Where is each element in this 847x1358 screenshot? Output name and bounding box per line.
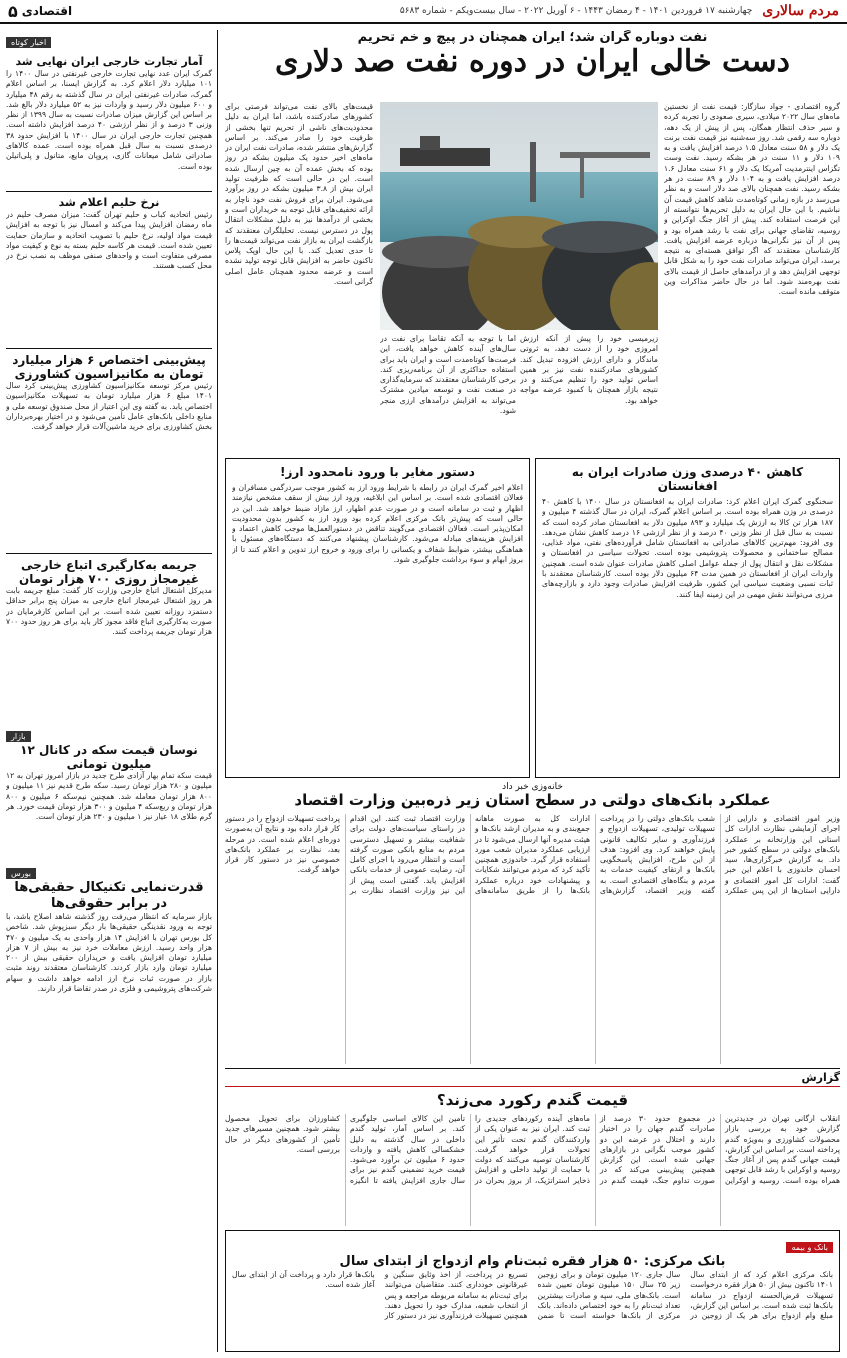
sidebar-tag-bourse: بورس	[6, 868, 36, 879]
sidebar-article	[6, 55, 212, 187]
divider	[6, 348, 212, 349]
section-label: اقتصادی	[21, 4, 73, 18]
orders-box	[225, 458, 530, 778]
article-body: رئیس مرکز توسعه مکانیزاسیون کشاورزی پیش‌بینی کرد سال ۱۴۰۱ مبلغ ۶ هزار میلیارد تومان به تسهیلات مکانیزاسیون اختصاص یابد. به گفته وی این اعتبار از محل صندوق توسعه ملی و منابع داخلی بانک‌های عامل تأمین می‌شود و در اختیار بهره‌برداران بخش کشاورزی برای خرید ماشین‌آلات قرار خواهد گرفت.	[6, 381, 212, 432]
article-body: سخنگوی گمرک ایران اعلام کرد: صادرات ایران به افغانستان در سال ۱۴۰۰ با کاهش ۴۰ درصدی در وزن همراه بوده است. بر اساس اعلام گمرک، ایران در سال گذشته ۴ میلیون و ۱۸۷ هزار تن کالا به ارزش یک میلیارد و ۸۹۳ میلیون دلار به افغانستان صادر کرده است که نسبت به سال قبل از نظر وزنی ۴۰ درصد و از نظر ارزشی ۱۶ درصد کاهش نشان می‌دهد. وی افزود: مهم‌ترین کالاهای صادراتی به افغانستان شامل فرآورده‌های نفتی، مواد غذایی، مصالح ساختمانی و محصولات پتروشیمی بوده است. تحولات سیاسی در افغانستان و مشکلات نقل و انتقال پول از جمله عوامل اصلی کاهش صادرات عنوان شده است. همچنین واردات ایران از افغانستان در همین مدت ۶۴ میلیون دلار بوده است. کارشناسان معتقدند با ثبات نسبی وضعیت سیاسی این کشور، ظرفیت افزایش صادرات وجود دارد و بازارچه‌های مرزی می‌توانند نقش مهمی در این زمینه ایفا کنند.	[542, 497, 833, 599]
article-title: آمار تجارت خارجی ایران نهایی شد	[15, 55, 203, 68]
bank-news-box	[225, 1230, 840, 1352]
bazaar-article	[6, 743, 212, 855]
article-body: مدیرکل اشتغال اتباع خارجی وزارت کار گفت: مبلغ جریمه بابت هر روز اشتغال غیرمجاز اتباع خارجی به میزان پنج برابر حداقل دستمزد روزانه تعیین شده است. بر این اساس کارفرمایان در صورت به‌کارگیری اتباع فاقد مجوز کار باید برای هر روز حدود ۷۰۰ هزار تومان جریمه پرداخت کنند.	[6, 586, 212, 637]
bourse-article	[6, 880, 212, 1242]
article-title: دستور مغایر با ورود نامحدود ارز!	[280, 465, 475, 479]
sidebar-article	[6, 558, 212, 718]
article-body: اعلام اخیر گمرک ایران در رابطه با شرایط ورود ارز به کشور موجب سردرگمی مسافران و فعالان اقتصادی شده است. بر اساس این ابلاغیه، ورود ارز بیش از سقف مشخص نیازمند اظهار و ثبت در سامانه است و در صورت عدم اظهار، ارز مازاد ضبط خواهد شد. این در حالی است که پیش‌تر بانک مرکزی اعلام کرده بود ورود ارز به کشور بدون محدودیت امکان‌پذیر است. فعالان اقتصادی می‌گویند تناقض در دستورالعمل‌ها موجب کاهش اعتماد و افزایش هزینه‌های مبادله می‌شود. کارشناسان پیشنهاد می‌کنند که دستگاه‌های مسئول با هماهنگی بیشتر، ضوابط شفاف و یکسانی را برای ورود و خروج ارز تدوین و اعلام کنند تا از بروز ابهام و سوء برداشت جلوگیری شود.	[232, 483, 523, 565]
report-tag-bar	[225, 1071, 840, 1087]
article-title: قدرت‌نمایی تکنیکال حقیقی‌ها در برابر حقوقی‌ها	[14, 880, 204, 911]
lead-column-under-photo-right: زیرمیسی خود را پیش از آنکه ارزش امروزی خود را از دست دهد، به ثروتی ماندگار و دارای ارزش افزوده تبدیل کند. کشورهای صادرکننده نفت نیز بر همین اساس تولید خود را تنظیم می‌کنند و در نتیجه بازار همچنان با کمبود عرضه مواجه خواهد بود.	[520, 334, 658, 405]
banks-kicker: خانەوزی خبر داد	[502, 782, 563, 792]
lead-kicker: نفت دوباره گران شد؛ ایران همچنان در پیچ و خم تحریم	[357, 30, 708, 45]
article-body: گمرک ایران عدد نهایی تجارت خارجی غیرنفتی در سال ۱۴۰۰ را ۱۰۱ میلیارد دلار اعلام کرد. به گزارش ایسنا، بر اساس اعلام گمرک، صادرات غیرنفتی ایران در سال گذشته به رقم ۴۸ میلیارد و ۶۰۰ میلیون دلار رسید و واردات نیز به ۵۲ میلیارد دلار بالغ شد. بر اساس این گزارش میزان صادرات نسبت به سال ۱۳۹۹ از نظر وزنی ۳ درصد و از نظر ارزشی ۴۰ درصد افزایش داشته است. همچنین تجارت خارجی ایران در سال ۱۴۰۰ با افزایش حدود ۳۸ درصدی نسبت به سال قبل همراه بوده است. عمده کالاهای صادراتی شامل میعانات گازی، پروپان مایع، متانول و پلی‌اتیلن بوده است.	[6, 69, 212, 171]
article-body: رئیس اتحادیه کباب و حلیم تهران گفت: میزان مصرف حلیم در ماه رمضان افزایش پیدا می‌کند و امسال نیز با توجه به افزایش قیمت مواد اولیه، نرخ حلیم با تصویب اتحادیه و سازمان حمایت تعیین شده است. قیمت هر کاسه حلیم بسته به نوع و کیفیت مواد مصرفی متفاوت است و واحدهای صنفی موظف به نصب نرخ در محل کسب هستند.	[6, 210, 212, 271]
dateline: چهارشنبه ۱۷ فروردین ۱۴۰۱ - ۴ رمضان ۱۴۴۳ - ۶ آوریل ۲۰۲۲ - سال بیست‌ویکم - شماره ۵۶۸۳	[399, 6, 753, 16]
bank-news-headline: بانک مرکزی: ۵۰ هزار فقره ثبت‌نام وام ازدواج از ابتدای سال	[339, 1254, 726, 1269]
article-body: بازار سرمایه که انتظار می‌رفت روز گذشته شاهد اصلاح باشد، با توجه به ورود نقدینگی حقیقی‌ها بار دیگر سبزپوش شد. شاخص کل بورس تهران با افزایش ۱۴ هزار واحدی به یک میلیون و ۴۷۰ هزار واحد رسید. ارزش معاملات خرد نیز به بیش از ۷ هزار میلیارد تومان افزایش یافت و خریداران حقیقی بیش از ۲۰۰ میلیارد تومان وارد بازار کردند. کارشناسان معتقدند روند مثبت بازار در صورت ثبات نرخ ارز ادامه خواهد داشت و سهام شرکت‌های پتروشیمی و فلزی در صدر تقاضا قرار دارند.	[6, 912, 212, 994]
banks-header	[225, 782, 840, 810]
sidebar-tag-bazaar: بازار	[6, 731, 31, 742]
article-title: کاهش ۴۰ درصدی وزن صادرات ایران به افغانستان	[571, 465, 804, 493]
lead-headline: دست خالی ایران در دوره نفت صد دلاری	[274, 44, 791, 79]
bank-news-tag: بانک و بیمه	[786, 1242, 833, 1253]
bank-news-body: بانک مرکزی اعلام کرد که از ابتدای سال ۱۴۰۱ تاکنون بیش از ۵۰ هزار فقره درخواست تسهیلات قرض‌الحسنه ازدواج در سامانه بانک‌ها ثبت شده است. بر اساس این گزارش، مبلغ وام ازدواج برای هر یک از زوجین در سال جاری ۱۲۰ میلیون تومان و برای زوجین زیر ۲۵ سال ۱۵۰ میلیون تومان تعیین شده است. بانک‌های ملی، سپه و صادرات بیشترین تعداد ثبت‌نام را به خود اختصاص داده‌اند. بانک مرکزی از بانک‌ها خواسته است تا ضمن تسریع در پرداخت، از اخذ وثایق سنگین و غیرقانونی خودداری کنند. متقاضیان می‌توانند برای ثبت‌نام به سامانه مربوطه مراجعه و پس از انتخاب شعبه، مدارک خود را تحویل دهند. همچنین تسهیلات فرزندآوری نیز در دستور کار بانک‌ها قرار دارد و پرداخت آن از ابتدای سال آغاز شده است.	[232, 1270, 833, 1321]
page-number: ۵	[8, 1, 18, 21]
lead-column-right: گروه اقتصادی - جواد سازگار: قیمت نفت از نخستین ماه‌های سال ۲۰۲۲ میلادی، سیری صعودی را تجربه کرده و سیر حذف انتظار همگان، پس از پیش از یک دهه، دوباره سه رقمی شد. روز سه‌شنبه نیز قیمت نفت برنت یک دلار و ۵۸ سنت معادل ۱.۵ درصد افزایش یافت و به ۱۰۹ دلار و ۱۱ سنت در هر بشکه رسید. نفت وست تگزاس اینترمدیت آمریکا یک دلار و ۶۱ سنت معادل ۱.۶ درصد افزایش یافت و به ۱۰۴ دلار و ۸۹ سنت در هر بشکه رسید. نفت همچنان بالای صد دلار است و به نظر می‌رسد در بازه زمانی کوتاه‌مدت شاهد کاهش قیمت آن نباشیم. با این حال ایران به دلیل تحریم‌ها نتوانسته از این فرصت استفاده کند. پیش از آغاز جنگ اوکراین و روسیه، تقاضای جهانی برای نفت با رشد همراه بود و پس از آن نیز نگرانی‌ها درباره عرضه افزایش یافت. کارشناسان معتقدند که اگر توافق هسته‌ای به نتیجه برسد، ایران می‌تواند صادرات نفت خود را به شکل قابل توجهی افزایش دهد و از درآمدهای حاصل از قیمت بالای نفت بهره‌مند شود. اما در حال حاضر مذاکرات وین متوقف مانده است.	[664, 102, 840, 297]
report-headline: قیمت گندم رکورد می‌زند؟	[436, 1092, 629, 1109]
masthead	[0, 0, 847, 24]
sidebar	[6, 30, 212, 1352]
section-header	[8, 2, 72, 21]
article-title: جریمه به‌کارگیری اتباع خارجی غیرمجاز روزی ۷۰۰ هزار تومان	[18, 558, 200, 586]
sidebar-article	[6, 353, 212, 549]
newspaper-logo: مردم سالاری	[762, 3, 839, 19]
banks-headline: عملکرد بانک‌های دولتی در سطح استان زیر ذره‌بین وزارت اقتصاد	[294, 791, 771, 809]
sidebar-tag-briefs: اخبار کوتاه	[6, 37, 51, 48]
lead-column-middle: قیمت‌های بالای نفت می‌تواند فرصتی برای کشورهای صادرکننده باشد، اما ایران به دلیل محدودیت‌های ناشی از تحریم تنها بخشی از ظرفیت خود را صادر می‌کند. بر اساس گزارش‌های منتشر شده، صادرات نفت ایران در ماه‌های اخیر حدود یک میلیون بشکه در روز بوده که بخش عمده آن به چین ارسال شده است. این در حالی است که ظرفیت تولید ایران بیش از ۳.۸ میلیون بشکه در روز برآورد می‌شود. ایران برای فروش نفت خود ناچار به ارائه تخفیف‌های قابل توجه به خریداران است و بخشی از درآمدها نیز به دلیل مشکلات انتقال پول در دسترس نیست. تحلیلگران معتقدند که بازگشت ایران به بازار نفت می‌تواند قیمت‌ها را تا حدی تعدیل کند. با این حال اوپک پلاس تاکنون حاضر به افزایش قابل توجه تولید نشده است و عرضه محدود همچنان عامل اصلی گرانی است.	[225, 102, 373, 287]
divider	[6, 191, 212, 192]
lead-photo	[380, 102, 658, 330]
report-tag: گزارش	[801, 1071, 840, 1084]
article-title: نرخ حلیم اعلام شد	[58, 196, 160, 209]
oil-barrels-photo	[380, 102, 658, 330]
divider	[225, 1068, 840, 1069]
article-title: پیش‌بینی اختصاص ۶ هزار میلیارد تومان به مکانیزاسیون کشاورزی	[12, 353, 206, 381]
article-title: نوسان قیمت سکه در کانال ۱۲ میلیون تومانی	[20, 743, 198, 771]
article-body: قیمت سکه تمام بهار آزادی طرح جدید در بازار امروز تهران به ۱۲ میلیون و ۲۸۰ هزار تومان رسید. سکه طرح قدیم نیز ۱۱ میلیون و ۸۰۰ هزار تومان معامله شد. همچنین نیم‌سکه ۶ میلیون و ۸۰۰ هزار تومان و ربع‌سکه ۴ میلیون و ۳۰۰ هزار تومان قیمت خورد. هر گرم طلای ۱۸ عیار نیز ۱ میلیون و ۲۳۰ هزار تومان است.	[6, 771, 212, 822]
banks-body: وزیر امور اقتصادی و دارایی از اجرای آزمایشی نظارت ادارات کل استانی این وزارتخانه بر عملکرد بانک‌های دولتی در سطح کشور خبر داد. به گزارش خبرگزاری‌ها، سید احسان خاندوزی با اعلام این خبر گفت: ادارات کل امور اقتصادی و دارایی استان‌ها از این پس عملکرد شعب بانک‌های دولتی را در پرداخت تسهیلات تولیدی، تسهیلات ازدواج و فرزندآوری و سایر تکالیف قانونی پایش خواهند کرد. وی افزود: هدف از این طرح، افزایش پاسخگویی بانک‌ها و ارتقای کیفیت خدمات به مردم و بنگاه‌های اقتصادی است. به گفته وزیر اقتصاد، گزارش‌های ادارات کل به صورت ماهانه جمع‌بندی و به مدیران ارشد بانک‌ها و هیئت مدیره آنها ارسال می‌شود تا در ارزیابی عملکرد مدیران شعب مورد استفاده قرار گیرد. خاندوزی همچنین تأکید کرد که مردم می‌توانند شکایات و پیشنهادات خود درباره عملکرد بانک‌ها را از طریق سامانه‌های وزارت اقتصاد ثبت کنند. این اقدام در راستای سیاست‌های دولت برای شفافیت بیشتر و تسهیل دسترسی مردم به منابع بانکی صورت گرفته است و انتظار می‌رود با اجرای کامل آن، رضایت عمومی از خدمات بانکی افزایش یابد. گفتنی است پیش از این نیز وزارت اقتصاد نظارت بر پرداخت تسهیلات ازدواج را در دستور کار قرار داده بود و نتایج آن به‌صورت دوره‌ای اعلام شده است. در مرحله بعد، نظارت بر عملکرد بانک‌های خصوصی نیز در دستور کار قرار خواهد گرفت.	[225, 814, 840, 896]
exports-box	[535, 458, 840, 778]
column-divider	[217, 30, 218, 1352]
divider	[6, 553, 212, 554]
report-body: انقلاب ارگانی تهران در جدیدترین گزارش خود به بررسی بازار محصولات کشاورزی و به‌ویژه گندم پرداخته است. بر اساس این گزارش، قیمت جهانی گندم پس از آغاز جنگ روسیه و اوکراین با رشد قابل توجهی همراه بوده است. روسیه و اوکراین در مجموع حدود ۳۰ درصد از صادرات گندم جهان را در اختیار دارند و اختلال در عرضه این دو کشور موجب نگرانی در بازارهای جهانی شده است. این گزارش همچنین پیش‌بینی می‌کند که در صورت تداوم جنگ، قیمت گندم در ماه‌های آینده رکوردهای جدیدی را ثبت کند. ایران نیز به عنوان یکی از واردکنندگان گندم تحت تأثیر این تحولات قرار خواهد گرفت. کارشناسان توصیه می‌کنند که دولت با حمایت از تولید داخلی و افزایش ذخایر استراتژیک، از بروز بحران در تأمین این کالای اساسی جلوگیری کند. بر اساس آمار، تولید گندم داخلی در سال گذشته به دلیل خشکسالی کاهش یافته و واردات حدود ۶ میلیون تن برآورد می‌شود. قیمت خرید تضمینی گندم نیز برای سال جاری افزایش یافته تا انگیزه کشاورزان برای تحویل محصول بیشتر شود. همچنین مسیرهای جدید تأمین از کشورهای دیگر در حال بررسی است.	[225, 1114, 840, 1185]
lead-header	[225, 30, 840, 100]
sidebar-article	[6, 196, 212, 344]
lead-column-under-photo-left: اما با توجه به آنکه تقاضا برای نفت در سال‌های آینده کاهش خواهد یافت، این فرصت‌ها کوتاه‌مدت است و ایران باید برای استفاده حداکثری از آن برنامه‌ریزی کند. برخی کارشناسان معتقدند که سرمایه‌گذاری در صنعت نفت و توسعه میادین مشترک می‌تواند به افزایش درآمدهای ارزی منجر شود.	[380, 334, 516, 416]
